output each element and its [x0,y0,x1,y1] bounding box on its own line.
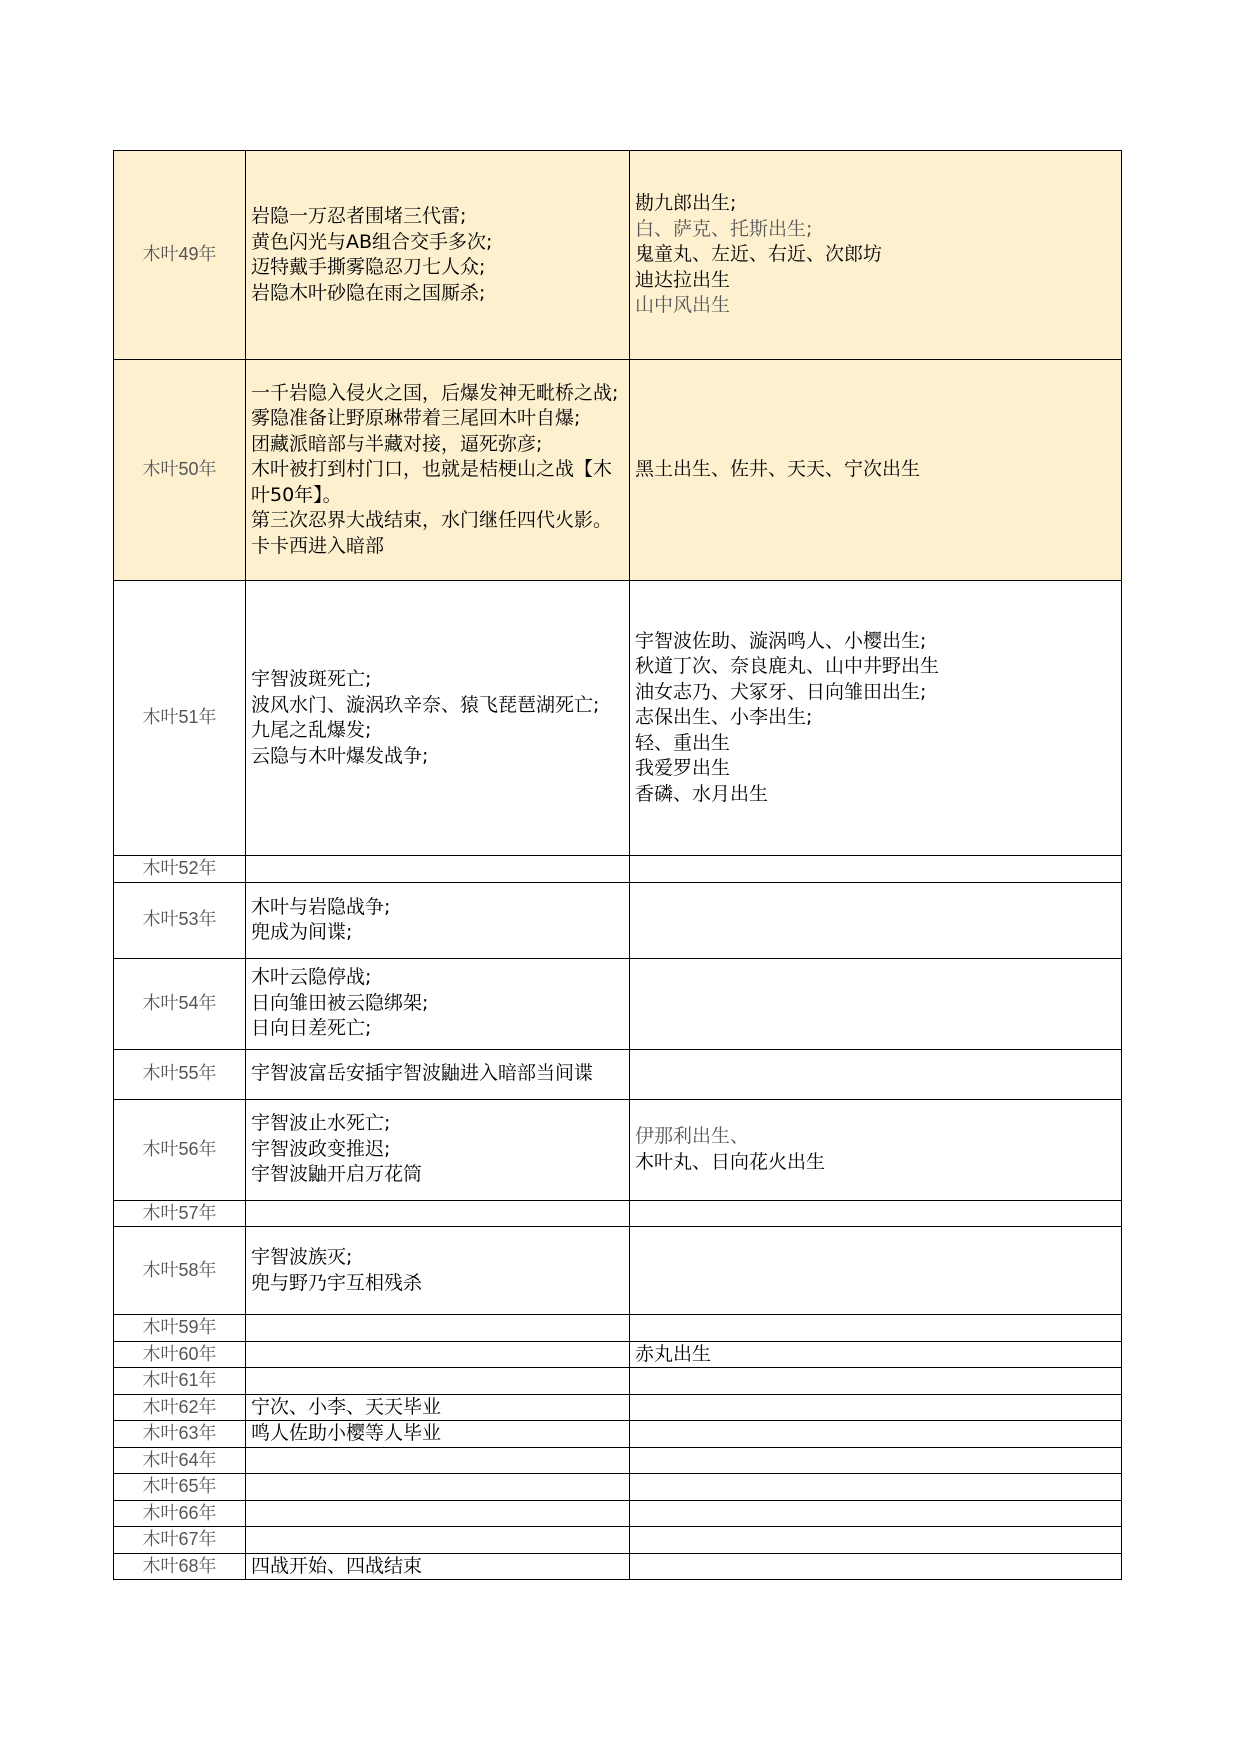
events-cell [246,1341,630,1368]
events-cell [246,1368,630,1395]
table-row [114,1553,1122,1580]
table-row [114,958,1122,1049]
event-line: 团藏派暗部与半藏对接，逼死弥彦; [251,432,543,455]
births-cell [630,1099,1122,1200]
event-line: 四战开始、四战结束 [251,1554,423,1577]
year-cell: 木叶63年 [114,1421,246,1448]
births-cell [630,360,1122,581]
year-cell: 木叶66年 [114,1500,246,1527]
table-row [114,1500,1122,1527]
events-cell [246,1099,630,1200]
birth-line: 伊那利出生、 [635,1125,750,1147]
birth-line: 山中风出生 [635,294,731,317]
year-cell: 木叶65年 [114,1474,246,1501]
events-cell [246,1527,630,1554]
births-cell [630,1500,1122,1527]
birth-line: 我爱罗出生 [635,757,731,780]
events-cell [246,581,630,856]
event-line: 云隐与木叶爆发战争; [251,744,429,767]
event-line: 第三次忍界大战结束，水门继任四代火影。 [251,509,613,532]
table-row [114,1341,1122,1368]
year-cell: 木叶52年 [114,856,246,883]
births-cell [630,1394,1122,1421]
birth-line: 香磷、水月出生 [635,782,769,805]
year-cell: 木叶53年 [114,882,246,958]
year-cell: 木叶68年 [114,1553,246,1580]
event-line: 岩隐一万忍者围堵三代雷; [251,205,467,227]
event-line: 木叶被打到村门口，也就是桔梗山之战【木叶50年】。 [251,458,613,506]
table-row [114,581,1122,856]
births-cell [630,581,1122,856]
event-line: 波风水门、漩涡玖辛奈、猿飞琵琶湖死亡; [251,693,600,716]
births-cell [630,1474,1122,1501]
events-cell [246,1500,630,1527]
event-line: 九尾之乱爆发; [251,719,372,741]
event-line: 木叶与岩隐战争; [251,895,391,918]
timeline-table [113,150,1122,1580]
births-cell [630,151,1122,360]
event-line: 日向日差死亡; [251,1017,372,1040]
events-clip [251,381,627,560]
table-row [114,882,1122,958]
table-row [114,1527,1122,1554]
table-row [114,1099,1122,1200]
events-cell [246,882,630,958]
events-cell [246,1447,630,1474]
events-cell [246,856,630,883]
year-cell: 木叶55年 [114,1049,246,1099]
birth-line: 赤丸出生 [635,1342,712,1365]
table-row [114,1447,1122,1474]
table-row [114,1200,1122,1227]
year-cell: 木叶54年 [114,958,246,1049]
year-cell: 木叶59年 [114,1315,246,1342]
events-cell [246,1049,630,1099]
event-line: 鸣人佐助小樱等人毕业 [251,1422,442,1444]
year-cell: 木叶67年 [114,1527,246,1554]
births-cell [630,1341,1122,1368]
event-line: 宁次、小李、天天毕业 [251,1395,442,1418]
births-cell [630,1200,1122,1227]
year-cell: 木叶57年 [114,1200,246,1227]
births-cell [630,958,1122,1049]
year-cell: 木叶49年 [114,151,246,360]
births-cell [630,1227,1122,1315]
table-row [114,856,1122,883]
births-cell [630,1553,1122,1580]
events-cell [246,1200,630,1227]
event-line: 雾隐准备让野原琳带着三尾回木叶自爆; [251,407,581,430]
year-cell: 木叶58年 [114,1227,246,1315]
event-line: 宇智波政变推迟; [251,1137,391,1160]
table-row [114,360,1122,581]
events-cell [246,1474,630,1501]
event-line: 宇智波鼬开启万花筒 [251,1163,423,1186]
year-cell: 木叶64年 [114,1447,246,1474]
table-row [114,1227,1122,1315]
events-cell [246,1553,630,1580]
event-line: 宇智波止水死亡; [251,1112,391,1135]
table-row [114,151,1122,360]
birth-line: 油女志乃、犬冢牙、日向雏田出生; [635,680,927,703]
births-cell [630,1421,1122,1448]
births-cell [630,1315,1122,1342]
births-cell [630,882,1122,958]
birth-line: 黑土出生、佐井、天天、宁次出生 [635,458,921,481]
events-cell [246,1227,630,1315]
event-line: 迈特戴手撕雾隐忍刀七人众; [251,256,486,278]
births-cell [630,1447,1122,1474]
event-line: 木叶云隐停战; [251,966,372,989]
table-row [114,1368,1122,1395]
event-line: 宇智波斑死亡; [251,668,372,690]
births-cell [630,1049,1122,1099]
events-cell [246,151,630,360]
event-line: 宇智波富岳安插宇智波鼬进入暗部当间谍 [251,1062,594,1085]
births-cell [630,856,1122,883]
table-row [114,1474,1122,1501]
year-cell: 木叶61年 [114,1368,246,1395]
year-cell: 木叶62年 [114,1394,246,1421]
table-row [114,1315,1122,1342]
event-line: 宇智波族灭; [251,1246,353,1268]
birth-line: 轻、重出生 [635,731,731,754]
table-row [114,1049,1122,1099]
event-line: 卡卡西进入暗部 [251,534,385,557]
events-cell [246,1421,630,1448]
birth-line: 白、萨克、托斯出生; [635,217,813,240]
year-cell: 木叶51年 [114,581,246,856]
events-cell [246,1394,630,1421]
births-cell [630,1368,1122,1395]
birth-line: 宇智波佐助、漩涡鸣人、小樱出生; [635,629,927,652]
event-line: 日向雏田被云隐绑架; [251,991,429,1014]
birth-line: 秋道丁次、奈良鹿丸、山中井野出生 [635,655,940,678]
birth-line: 鬼童丸、左近、右近、次郎坊 [635,243,883,266]
event-line: 黄色闪光与AB组合交手多次; [251,230,493,253]
birth-line: 木叶丸、日向花火出生 [635,1150,826,1173]
event-line: 兜与野乃宇互相残杀 [251,1271,423,1294]
table-row [114,1394,1122,1421]
birth-line: 迪达拉出生 [635,268,731,291]
births-cell [630,1527,1122,1554]
birth-line: 勘九郎出生; [635,192,737,215]
event-line: 岩隐木叶砂隐在雨之国厮杀; [251,281,486,304]
birth-line: 志保出生、小李出生; [635,706,813,729]
events-cell [246,958,630,1049]
year-cell: 木叶56年 [114,1099,246,1200]
events-cell [246,1315,630,1342]
year-cell: 木叶60年 [114,1341,246,1368]
event-line: 一千岩隐入侵火之国，后爆发神无毗桥之战; [251,381,619,404]
year-cell: 木叶50年 [114,360,246,581]
table-row [114,1421,1122,1448]
event-line: 兜成为间谍; [251,921,353,943]
events-cell [246,360,630,581]
